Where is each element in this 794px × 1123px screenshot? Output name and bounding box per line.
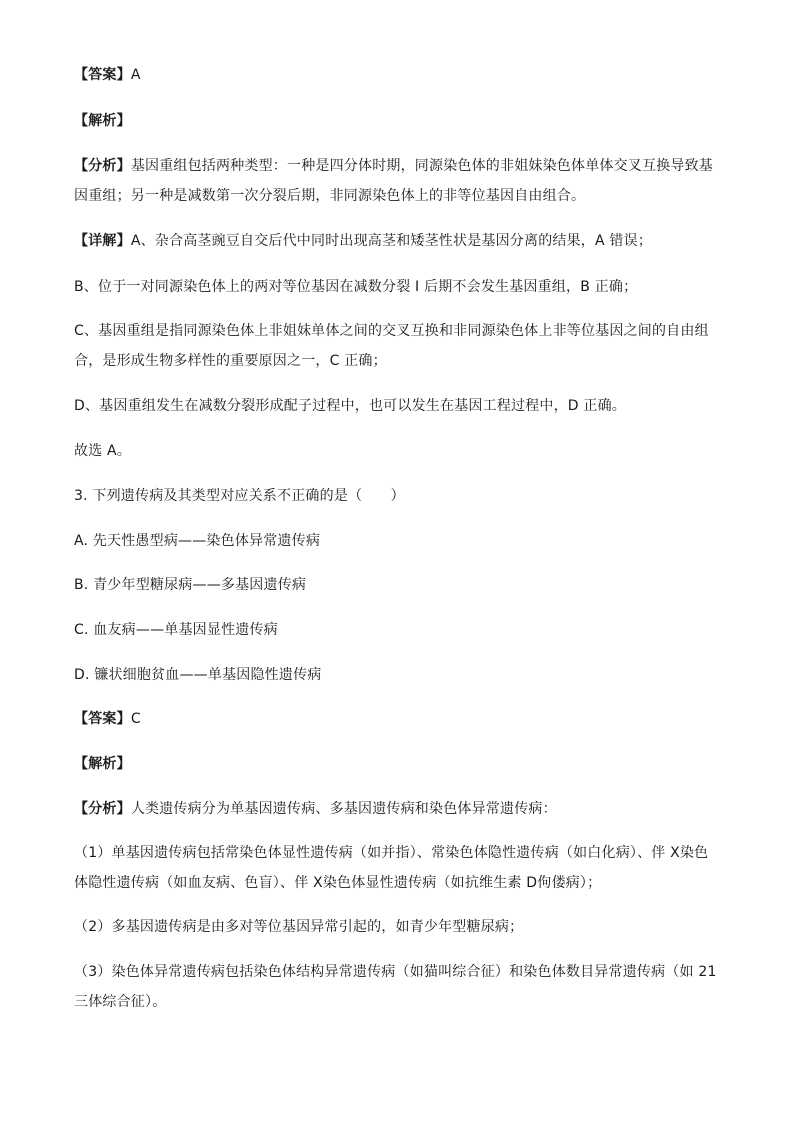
- q3-answer-tag: 【答案】: [74, 711, 131, 727]
- q3-analysis-tag: 【解析】: [74, 756, 131, 772]
- q3-analysis-heading: [74, 749, 722, 779]
- q3-answer-line: [74, 704, 722, 734]
- q2-xiangjie-tag: 【详解】: [74, 233, 131, 249]
- q2-answer-value: A: [130, 67, 141, 83]
- q2-fenxi-text: 基因重组包括两种类型：一种是四分体时期，同源染色体的非姐妹染色体单体交叉互换导致基因重组；另一种是减数第一次分裂后期，非同源染色体上的非等位基因自由组合。: [74, 158, 714, 204]
- q3-fenxi-tag: 【分析】: [74, 801, 131, 817]
- q3-point-1: （1）单基因遗传病包括常染色体显性遗传病（如并指）、常染色体隐性遗传病（如白化病）、伴 X染色体隐性遗传病（如血友病、色盲）、伴 X染色体显性遗传病（如抗维生素 D佝偻病）；: [74, 845, 709, 891]
- q2-option-d-paragraph: D、基因重组发生在减数分裂形成配子过程中，也可以发生在基因工程过程中，D 正确。: [74, 398, 627, 414]
- q3-choice-c: C. 血友病——单基因显性遗传病: [74, 622, 278, 638]
- q2-fenxi-tag: 【分析】: [74, 158, 131, 174]
- q2-answer-tag: 【答案】: [74, 67, 131, 83]
- q2-option-b-paragraph: B、位于一对同源染色体上的两对等位基因在减数分裂 I 后期不会发生基因重组，B 正确；: [74, 279, 638, 295]
- q2-option-a-text: A、杂合高茎豌豆自交后代中同时出现高茎和矮茎性状是基因分离的结果，A 错误；: [130, 233, 653, 249]
- q2-option-c-paragraph: C、基因重组是指同源染色体上非姐妹单体之间的交叉互换和非同源染色体上非等位基因之间的自由组合，是形成生物多样性的重要原因之一，C 正确；: [74, 323, 709, 369]
- q2-option-a-paragraph: [74, 226, 722, 256]
- q2-answer-line: [74, 60, 722, 90]
- q3-choice-a: A. 先天性愚型病——染色体异常遗传病: [74, 533, 321, 549]
- q3-point-3: （3）染色体异常遗传病包括染色体结构异常遗传病（如猫叫综合征）和染色体数目异常遗传病（如 21三体综合征）。: [74, 964, 717, 1010]
- q3-fenxi-text: 人类遗传病分为单基因遗传病、多基因遗传病和染色体异常遗传病：: [130, 801, 557, 817]
- q2-analysis-heading: [74, 106, 722, 136]
- q3-point-2: （2）多基因遗传病是由多对等位基因异常引起的，如青少年型糖尿病；: [74, 919, 524, 935]
- q3-choice-b: B. 青少年型糖尿病——多基因遗传病: [74, 577, 307, 593]
- q3-stem: 3. 下列遗传病及其类型对应关系不正确的是（ ）: [74, 488, 405, 504]
- q2-analysis-tag: 【解析】: [74, 113, 131, 129]
- q3-answer-value: C: [130, 711, 141, 727]
- q2-conclusion: 故选 A。: [74, 443, 132, 459]
- q3-fenxi-paragraph: [74, 794, 722, 824]
- q2-fenxi-paragraph: [74, 151, 722, 211]
- q3-choice-d: D. 镰状细胞贫血——单基因隐性遗传病: [74, 667, 322, 683]
